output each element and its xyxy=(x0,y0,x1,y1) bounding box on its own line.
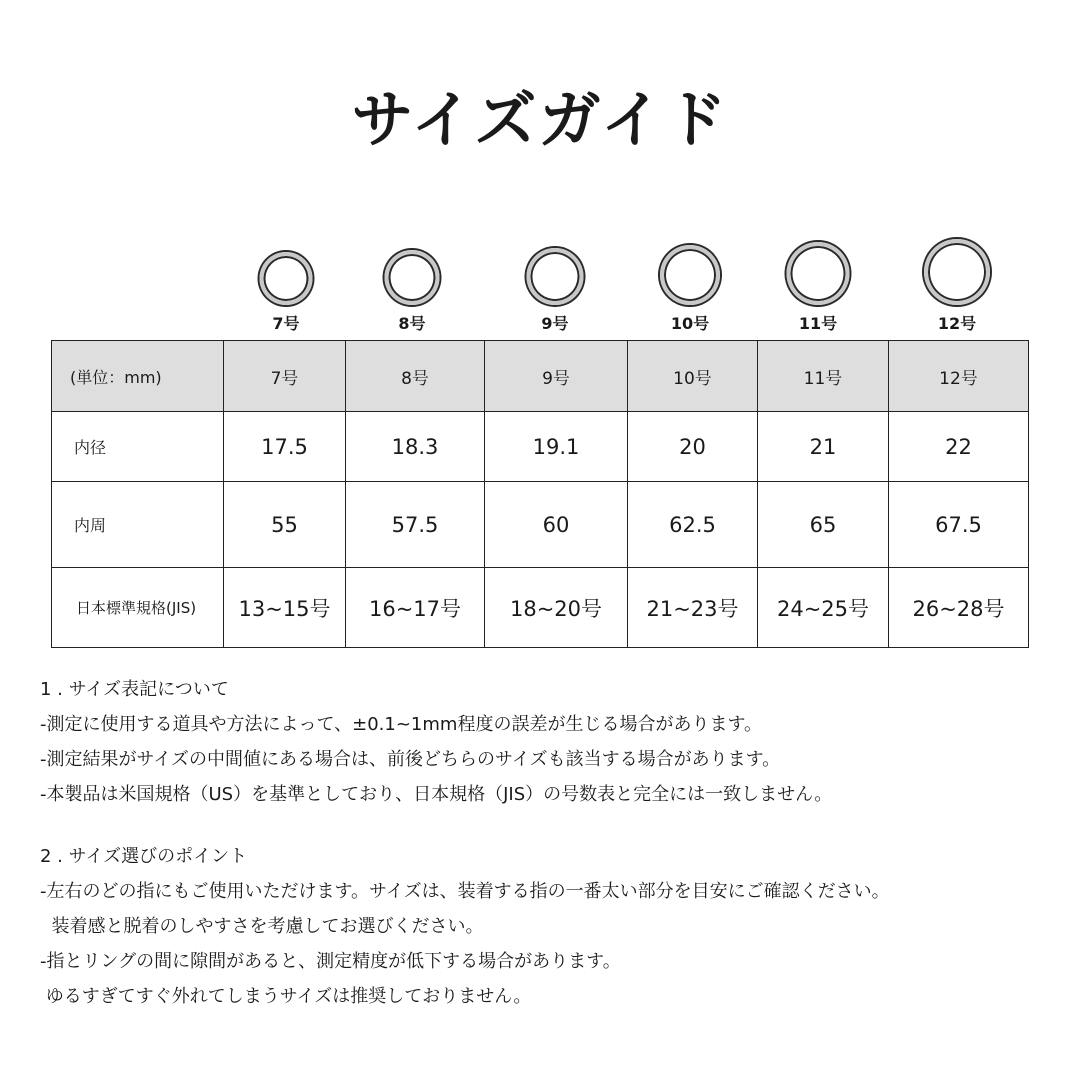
size-header-11: 11号 xyxy=(758,341,889,412)
table-cell: 21 xyxy=(758,412,889,482)
row-label: 内径 xyxy=(52,412,224,482)
table-cell: 57.5 xyxy=(346,482,485,568)
table-cell: 16~17号 xyxy=(346,568,485,648)
unit-header: (単位：mm) xyxy=(52,341,224,412)
ring-icon xyxy=(385,250,440,305)
ring-icon xyxy=(660,245,720,305)
ring-label: 10号 xyxy=(670,314,710,333)
ring-label: 12号 xyxy=(937,314,977,333)
note-line: ゆるすぎてすぐ外れてしまうサイズは推奨しておりません。 xyxy=(40,986,532,1007)
ring-9 xyxy=(527,248,584,334)
ring-icon xyxy=(924,239,990,305)
table-cell: 19.1 xyxy=(485,412,628,482)
table-cell: 21~23号 xyxy=(628,568,758,648)
size-header-8: 8号 xyxy=(346,341,485,412)
note-line: -測定結果がサイズの中間値にある場合は、前後どちらのサイズも該当する場合があります。 xyxy=(40,749,781,770)
table-cell: 17.5 xyxy=(224,412,346,482)
table-cell: 55 xyxy=(224,482,346,568)
ring-8 xyxy=(385,250,440,334)
size-header-12: 12号 xyxy=(889,341,1029,412)
table-row-inner-diameter xyxy=(52,412,1029,482)
size-header-9: 9号 xyxy=(485,341,628,412)
table-row-circumference xyxy=(52,482,1029,568)
note-line: 装着感と脱着のしやすさを考慮してお選びください。 xyxy=(40,916,484,937)
ring-12 xyxy=(924,239,990,334)
size-header-7: 7号 xyxy=(224,341,346,412)
ring-11 xyxy=(787,242,850,334)
section-heading: 2 . サイズ選びのポイント xyxy=(40,846,248,867)
ring-10 xyxy=(660,245,720,334)
table-cell: 18.3 xyxy=(346,412,485,482)
row-label: 日本標準規格(JIS) xyxy=(52,568,224,648)
table-cell: 60 xyxy=(485,482,628,568)
table-header-row xyxy=(52,341,1029,412)
ring-label: 9号 xyxy=(541,314,569,333)
table-cell: 18~20号 xyxy=(485,568,628,648)
ring-icon xyxy=(260,252,313,305)
ring-icon xyxy=(787,242,850,305)
ring-label: 7号 xyxy=(272,314,300,333)
ring-icon xyxy=(527,248,584,305)
table-cell: 62.5 xyxy=(628,482,758,568)
row-label: 内周 xyxy=(52,482,224,568)
page-title: サイズガイド xyxy=(351,83,729,156)
note-line: -本製品は米国規格（US）を基準としており、日本規格（JIS）の号数表と完全には一致しません。 xyxy=(40,784,833,805)
size-header-10: 10号 xyxy=(628,341,758,412)
table-cell: 20 xyxy=(628,412,758,482)
ring-7 xyxy=(260,252,313,334)
table-row-jis xyxy=(52,568,1029,648)
table-cell: 24~25号 xyxy=(758,568,889,648)
size-table xyxy=(51,340,1029,648)
section-heading: 1 . サイズ表記について xyxy=(40,679,229,700)
table-cell: 67.5 xyxy=(889,482,1029,568)
note-line: -指とリングの間に隙間があると、測定精度が低下する場合があります。 xyxy=(40,951,621,972)
ring-label: 8号 xyxy=(398,314,426,333)
note-line: -左右のどの指にもご使用いただけます。サイズは、装着する指の一番太い部分を目安にご確認ください。 xyxy=(40,881,890,902)
table-cell: 22 xyxy=(889,412,1029,482)
notes xyxy=(40,672,1060,1014)
ring-label: 11号 xyxy=(798,314,838,333)
table-cell: 65 xyxy=(758,482,889,568)
table-cell: 13~15号 xyxy=(224,568,346,648)
table-cell: 26~28号 xyxy=(889,568,1029,648)
note-line: -測定に使用する道具や方法によって、±0.1~1mm程度の誤差が生じる場合があります。 xyxy=(40,714,763,735)
